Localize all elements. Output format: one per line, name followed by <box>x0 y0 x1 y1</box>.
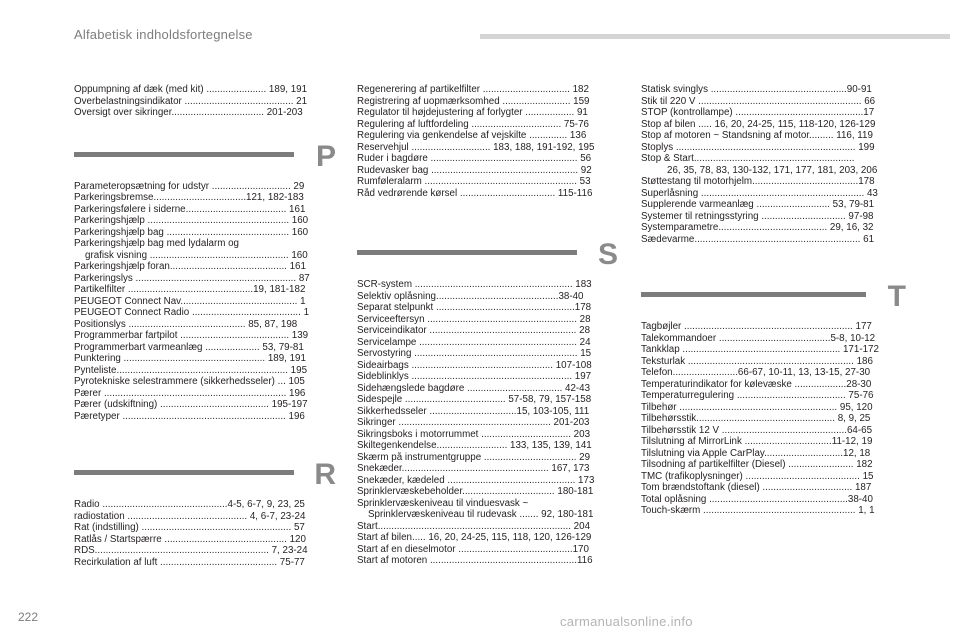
index-entry: Snekæder...................................................... 167, 173 <box>357 463 590 474</box>
index-entry: Rudevasker bag ...................................................... 92 <box>357 164 592 176</box>
index-entry: SCR-system .......................................................... 183 <box>357 279 592 290</box>
index-entry: Programmerbart varmeanlæg .................... 53, 79-81 <box>74 341 304 353</box>
index-entry: Total oplåsning ...................................................38-40 <box>641 493 873 505</box>
index-entry: Partikelfilter ..............................................19, 181-182 <box>74 284 306 295</box>
index-entry: Start af en dieselmotor ..........................................170 <box>357 543 589 555</box>
index-entry: Snekæder, kædeled ............................................... 173 <box>357 474 595 486</box>
index-entry: Start af bilen..... 16, 20, 24-25, 115, 118, 120, 126-129 <box>357 532 592 543</box>
index-entry: Stop af bilen ..... 16, 20, 24-25, 115, 118-120, 126-129 <box>641 118 876 130</box>
index-entry: Regulering via genkendelse af vejskilte .............. 136 <box>357 130 587 141</box>
index-entry: Reservehjul ............................. 183, 188, 191-192, 195 <box>357 141 595 153</box>
index-entry: PEUGEOT Connect Nav........................................... 1 <box>74 295 306 307</box>
index-entry: Radio ..............................................4-5, 6-7, 9, 23, 25 <box>74 499 305 510</box>
index-entry: Stop af motoren ~ Standsning af motor......... 116, 119 <box>641 130 873 141</box>
index-entry: Temperaturregulering ........................................ 75-76 <box>641 390 874 401</box>
index-entry: Tilbehørsstik................................................... 8, 9, 25 <box>641 413 871 424</box>
index-entry: radiostation ............................................ 4, 6-7, 23-24 <box>74 510 306 522</box>
index-column-3 <box>641 84 906 517</box>
index-entry: Recirkulation af luft ........................................... 75-77 <box>74 556 305 568</box>
index-entry-continuation: 26, 35, 78, 83, 130-132, 171, 177, 181, 203, 206 <box>667 164 878 176</box>
index-entry: Ratlås / Startspærre ............................................. 120 <box>74 533 306 545</box>
index-entry: STOP (kontrollampe) ...............................................17 <box>641 107 875 118</box>
index-entry: Sideblinklys ........................................................... 197 <box>357 371 592 382</box>
section-letter-p: P <box>315 139 336 173</box>
section-letter-r: R <box>314 458 336 491</box>
section-header-t <box>641 281 906 319</box>
index-entry: Sprinklervæskebeholder.................................. 180-181 <box>357 486 594 497</box>
index-entry: Telefon........................66-67, 10-11, 13, 13-15, 27-30 <box>641 367 871 378</box>
index-entry: Tagbøjler .............................................................. 177 <box>641 321 872 332</box>
index-entry: Servicelampe .......................................................... 24 <box>357 336 591 348</box>
index-entry: Positionslys ........................................... 85, 87, 198 <box>74 318 298 330</box>
index-entry: Parkeringshjælp bag ............................................. 160 <box>74 226 309 238</box>
page-number: 222 <box>18 610 39 624</box>
index-entry: Sikringsboks i motorrummet ................................. 203 <box>357 428 591 440</box>
section-header-r <box>74 459 336 497</box>
index-entry: Tilslutning via Apple CarPlay.............................12, 18 <box>641 447 871 459</box>
index-entry: Teksturlak ............................................................. 186 <box>641 355 873 367</box>
index-entry: Pærer (udskiftning) ........................................ 195-197 <box>74 399 308 410</box>
index-entry: Servostyring ............................................................ 15 <box>357 348 592 359</box>
index-entry: Pynteliste............................................................... 195 <box>74 364 308 376</box>
index-entry: Selektiv oplåsning.............................................38-40 <box>357 290 584 302</box>
section-header-p <box>74 141 336 179</box>
index-entry: Pæretyper ............................................................ 196 <box>74 410 305 422</box>
index-entry: TMC (trafikoplysninger) .......................................... 15 <box>641 470 874 482</box>
index-entry: Programmerbar fartpilot ........................................ 139 <box>74 330 309 341</box>
index-entry: Parkeringshjælp .................................................... 160 <box>74 215 309 226</box>
index-entry: Rumføleralarm ........................................................ 53 <box>357 176 591 187</box>
index-entry: Tankklap .......................................................... 171-172 <box>641 344 879 355</box>
index-column-2 <box>357 84 618 567</box>
index-entry: Systemparametre........................................ 29, 16, 32 <box>641 222 874 233</box>
index-entry: Sidehængslede bagdøre ................................... 42-43 <box>357 382 591 394</box>
index-entry: Sædevarme............................................................. 61 <box>641 233 875 245</box>
watermark: carmanualsonline.info <box>560 614 693 629</box>
section-divider <box>74 152 294 157</box>
index-entry: Stop & Start........................................................... <box>641 153 855 164</box>
index-entry: Råd vedrørende kørsel ................................... 115-116 <box>357 187 593 199</box>
index-entry: RDS................................................................ 7, 23-24 <box>74 545 308 556</box>
index-entry: Oversigt over sikringer.................................. 201-203 <box>74 107 303 118</box>
section-divider <box>74 470 294 475</box>
index-entry: Touch-skærm ........................................................ 1, 1 <box>641 505 875 516</box>
index-entry: Regulering af luftfordeling ................................. 75-76 <box>357 118 589 130</box>
index-column-1 <box>74 84 336 568</box>
index-entry: Stik til 220 V ............................................................ 66 <box>641 95 876 107</box>
section-divider <box>641 292 866 297</box>
index-entry: Serviceeftersyn ....................................................... 28 <box>357 313 591 325</box>
index-entry: Systemer til retningsstyring ............................... 97-98 <box>641 210 874 222</box>
section-header-s <box>357 239 618 277</box>
index-entry: Skiltegenkendelse.......................... 133, 135, 139, 141 <box>357 440 592 451</box>
index-entry: Parkeringshjælp bag med lydalarm og <box>74 238 239 249</box>
index-entry: Tilbehørsstik 12 V ..............................................64-65 <box>641 424 873 436</box>
index-entry: Registrering af uopmærksomhed ......................... 159 <box>357 95 590 107</box>
index-entry-continuation: Sprinklervæskeniveau til rudevask ....... 92, 180-181 <box>368 509 594 520</box>
index-entry: Parkeringslys ........................................................... 87 <box>74 272 310 284</box>
index-entry: Punktering .................................................... 189, 191 <box>74 353 306 364</box>
index-entry-continuation: grafisk visning ................................................... 160 <box>85 249 308 261</box>
index-entry: Sikringer ........................................................ 201-203 <box>357 417 590 428</box>
index-entry: Sikkerhedsseler ................................15, 103-105, 111 <box>357 405 590 417</box>
index-entry: Regenerering af partikelfilter ................................ 182 <box>357 84 589 95</box>
index-entry: PEUGEOT Connect Radio ........................................ 1 <box>74 307 310 318</box>
index-entry: Pærer ................................................................... 196 <box>74 387 306 399</box>
index-entry: Supplerende varmeanlæg ........................... 53, 79-81 <box>641 199 875 210</box>
section-divider <box>357 250 577 255</box>
index-entry: Parkeringsfølere i siderne..................................... 161 <box>74 203 306 215</box>
index-entry: Tilbehør .......................................................... 95, 120 <box>641 401 873 413</box>
index-entry: Tom brændstoftank (diesel) ................................. 187 <box>641 482 872 493</box>
index-entry: Skærm på instrumentgruppe .................................. 29 <box>357 451 591 463</box>
section-letter-t: T <box>887 280 906 313</box>
index-entry: Talekommandoer .........................................5-8, 10-12 <box>641 332 876 344</box>
index-entry: Parkeringshjælp foran........................................... 161 <box>74 261 306 272</box>
page-header-title: Alfabetisk indholdsfortegnelse <box>74 27 253 42</box>
index-entry: Serviceindikator ...................................................... 28 <box>357 325 591 336</box>
index-entry: Overbelastningsindikator ........................................ 21 <box>74 95 308 107</box>
index-entry: Stoplys .................................................................. 199 <box>641 141 875 153</box>
section-letter-s: S <box>597 238 618 271</box>
index-entry: Parkeringsbremse..................................121, 182-183 <box>74 192 304 203</box>
index-entry: Parameteropsætning for udstyr ............................. 29 <box>74 180 305 192</box>
index-entry: Separat stelpunkt ...................................................178 <box>357 302 592 313</box>
index-entry: Tilslutning af MirrorLink ................................11-12, 19 <box>641 436 873 447</box>
index-entry: Tilsodning af partikelfilter (Diesel) ........................ 182 <box>641 459 873 470</box>
index-entry: Støttestang til motorhjelm.......................................178 <box>641 176 875 187</box>
index-entry: Start....................................................................... 204 <box>357 520 591 532</box>
index-entry: Temperaturindikator for kølevæske ...................28-30 <box>641 378 872 390</box>
index-entry: Sprinklervæskeniveau til vinduesvask ~ <box>357 497 529 509</box>
index-entry: Rat (indstilling) ....................................................... 57 <box>74 522 305 533</box>
index-entry: Ruder i bagdøre ...................................................... 56 <box>357 153 592 164</box>
index-entry: Superlåsning ............................................................ 43 <box>641 187 878 199</box>
index-entry: Start af motoren ......................................................116 <box>357 555 593 566</box>
header-rule <box>480 34 950 39</box>
index-entry: Regulator til højdejustering af forlygter .................. 91 <box>357 107 588 118</box>
index-entry: Sideairbags .................................................... 107-108 <box>357 359 592 371</box>
index-entry: Sidespejle ..................................... 57-58, 79, 157-158 <box>357 394 592 405</box>
index-entry: Pyrotekniske selestrammere (sikkerhedsseler) ... 105 <box>74 376 305 387</box>
index-entry: Oppumpning af dæk (med kit) ...................... 189, 191 <box>74 84 308 95</box>
index-entry: Statisk svinglys ..................................................90-91 <box>641 84 872 95</box>
